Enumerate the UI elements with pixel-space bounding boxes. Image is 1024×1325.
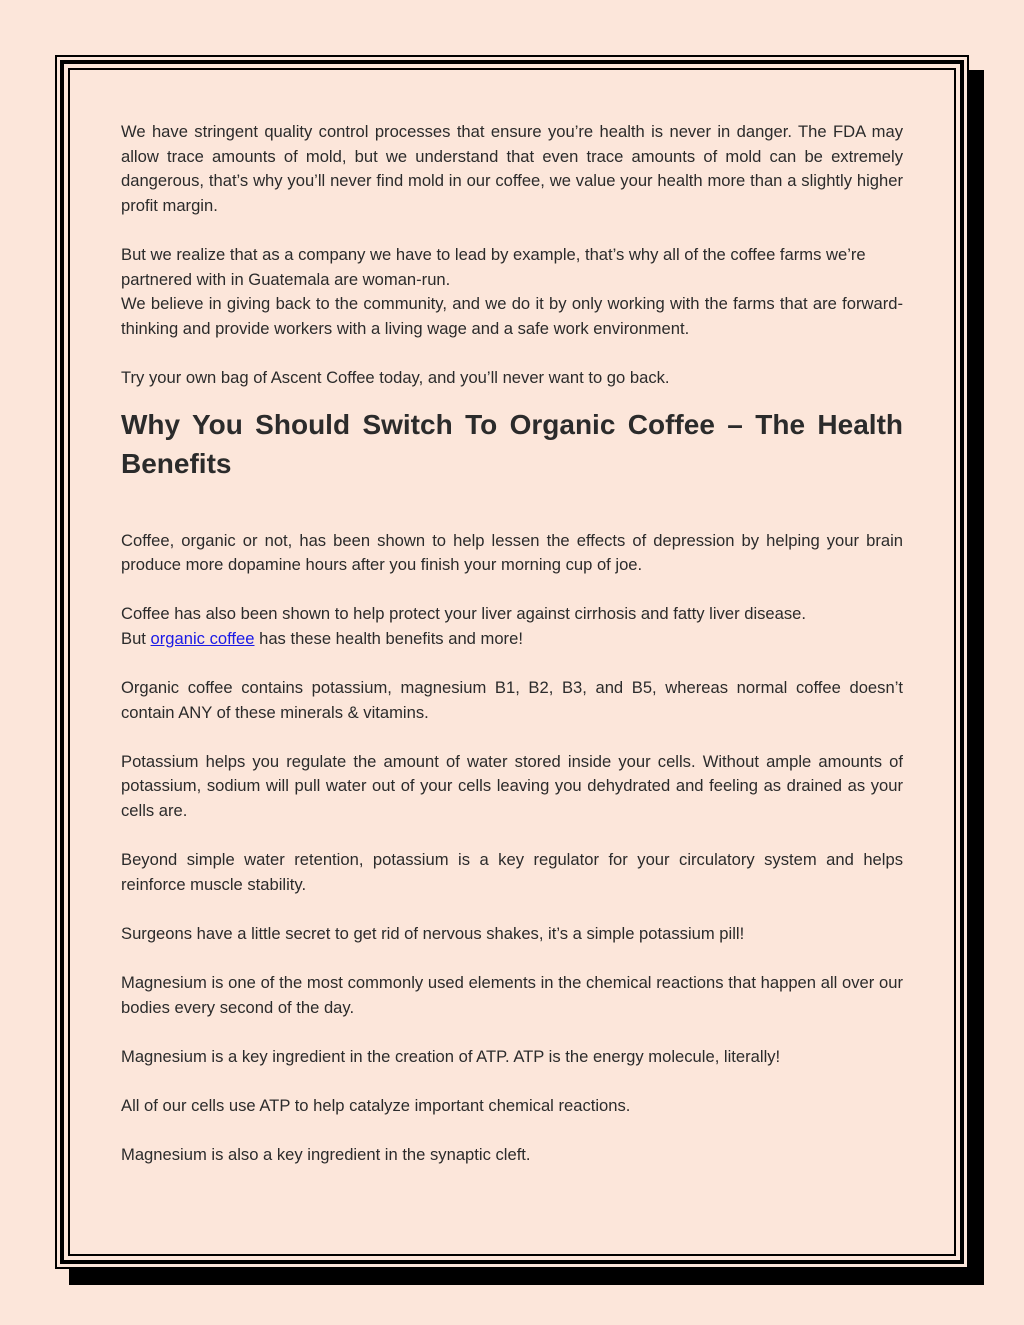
organic-coffee-link[interactable]: organic coffee bbox=[150, 628, 255, 648]
paragraph-minerals: Organic coffee contains potassium, magnesium B1, B2, B3, and B5, whereas normal coffee doesn’t contain ANY of these minerals & vitamins. bbox=[121, 678, 903, 722]
document-body bbox=[121, 120, 903, 1168]
section-heading: Why You Should Switch To Organic Coffee – The Health Benefits bbox=[121, 408, 903, 479]
link-prefix: But bbox=[121, 628, 151, 648]
paragraph-potassium-circulatory: Beyond simple water retention, potassium is a key regulator for your circulatory system and helps reinforce muscle stability. bbox=[121, 850, 903, 894]
paragraph-try-coffee: Try your own bag of Ascent Coffee today, and you’ll never want to go back. bbox=[121, 367, 670, 387]
paragraph-liver: Coffee has also been shown to help protect your liver against cirrhosis and fatty liver disease. bbox=[121, 604, 807, 624]
paragraph-magnesium-reactions: Magnesium is one of the most commonly used elements in the chemical reactions that happen all over our bodies every second of the day. bbox=[121, 973, 903, 1017]
paragraph-magnesium-atp: Magnesium is a key ingredient in the creation of ATP. ATP is the energy molecule, literally! bbox=[121, 1047, 781, 1066]
paragraph-depression: Coffee, organic or not, has been shown to help lessen the effects of depression by helping your brain produce more dopamine hours after you finish your morning cup of joe. bbox=[121, 530, 903, 575]
paragraph-health-benefits bbox=[121, 627, 903, 652]
link-suffix: has these health benefits and more! bbox=[254, 628, 523, 648]
paragraph-giving-back: We believe in giving back to the community, and we do it by only working with the farms that are forward-thinking and provide workers with a living wage and a safe work environment. bbox=[121, 294, 903, 338]
paragraph-potassium-water: Potassium helps you regulate the amount of water stored inside your cells. Without ample amounts of potassium, sodium will pull water out of your cells leaving you dehydrated and feeling as drained as your cells are. bbox=[121, 751, 903, 821]
paragraph-atp-cells: All of our cells use ATP to help catalyze important chemical reactions. bbox=[121, 1096, 631, 1116]
paragraph-quality-control: We have stringent quality control processes that ensure you’re health is never in danger. The FDA may allow trace amounts of mold, but we understand that even trace amounts of mold can be extremely dangerous, that’s why you’ll never find mold in our coffee, we value your health more than a slightly higher profit margin. bbox=[121, 122, 903, 215]
paragraph-magnesium-synaptic: Magnesium is also a key ingredient in the synaptic cleft. bbox=[121, 1145, 531, 1165]
paragraph-woman-run-farms: But we realize that as a company we have to lead by example, that’s why all of the coffee farms we’re partnered with in Guatemala are woman-run. bbox=[121, 244, 866, 289]
paragraph-surgeons: Surgeons have a little secret to get rid of nervous shakes, it’s a simple potassium pill! bbox=[121, 924, 745, 944]
